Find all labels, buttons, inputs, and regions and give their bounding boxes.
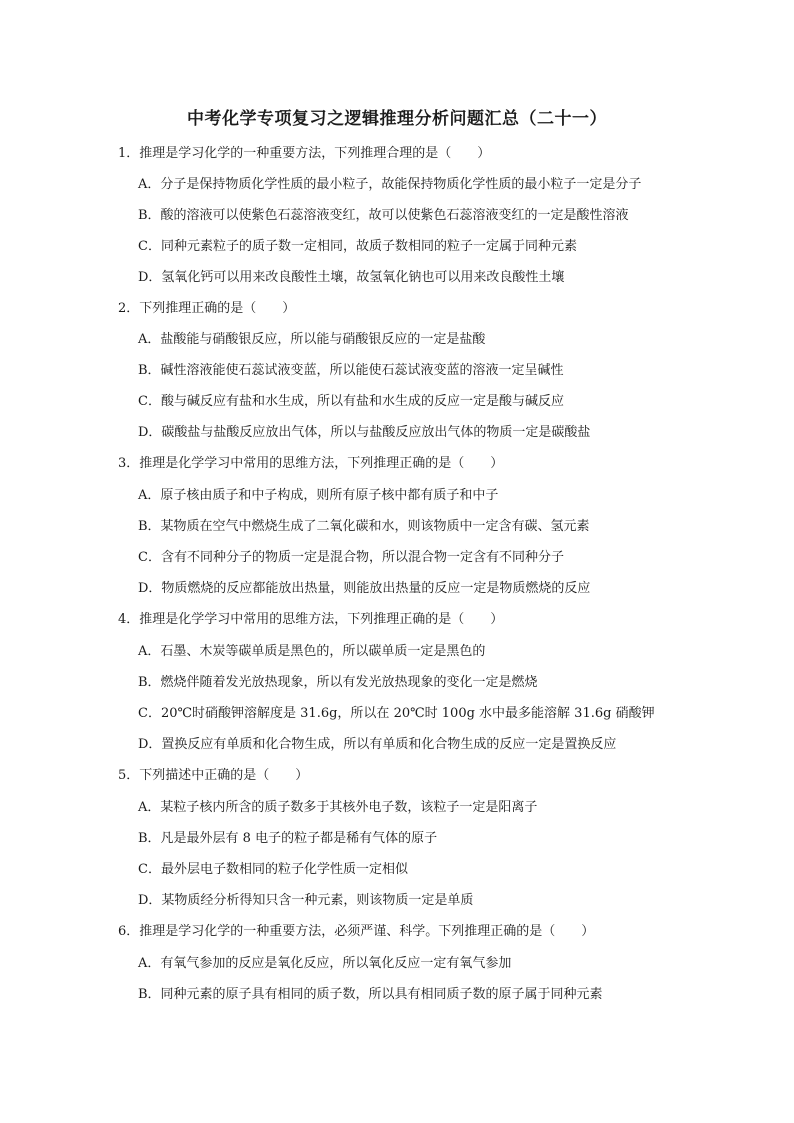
question-2-option-c: C．酸与碱反应有盐和水生成，所以有盐和水生成的反应一定是酸与碱反应: [138, 394, 564, 409]
question-3-option-a: A．原子核由质子和中子构成，则所有原子核中都有质子和中子: [138, 488, 499, 503]
question-1-option-b: B．酸的溶液可以使紫色石蕊溶液变红，故可以使紫色石蕊溶液变红的一定是酸性溶液: [138, 208, 629, 223]
question-4-option-d: D．置换反应有单质和化合物生成，所以有单质和化合物生成的反应一定是置换反应: [138, 737, 617, 752]
question-5-option-d: D．某物质经分析得知只含一种元素，则该物质一定是单质: [138, 893, 474, 908]
question-3-stem: 3．推理是化学学习中常用的思维方法，下列推理正确的是（ ）: [118, 456, 504, 471]
question-3-option-d: D．物质燃烧的反应都能放出热量，则能放出热量的反应一定是物质燃烧的反应: [138, 581, 591, 596]
question-3-option-b: B．某物质在空气中燃烧生成了二氧化碳和水，则该物质中一定含有碳、氢元素: [138, 519, 590, 534]
question-3-option-c: C．含有不同种分子的物质一定是混合物，所以混合物一定含有不同种分子: [138, 550, 564, 565]
question-5-stem: 5．下列描述中正确的是（ ）: [118, 768, 309, 783]
question-2-option-a: A．盐酸能与硝酸银反应，所以能与硝酸银反应的一定是盐酸: [138, 332, 486, 347]
question-1-stem: 1．推理是学习化学的一种重要方法，下列推理合理的是（ ）: [118, 146, 491, 161]
question-1-option-a: A．分子是保持物质化学性质的最小粒子，故能保持物质化学性质的最小粒子一定是分子: [138, 177, 642, 192]
question-4-option-b: B．燃烧伴随着发光放热现象，所以有发光放热现象的变化一定是燃烧: [138, 675, 538, 690]
question-5-option-b: B．凡是最外层有 8 电子的粒子都是稀有气体的原子: [138, 831, 438, 846]
question-6-option-a: A．有氧气参加的反应是氧化反应，所以氧化反应一定有氧气参加: [138, 956, 512, 971]
question-6-stem: 6．推理是学习化学的一种重要方法，必须严谨、科学。下列推理正确的是（ ）: [118, 924, 595, 939]
question-6-option-b: B．同种元素的原子具有相同的质子数，所以具有相同质子数的原子属于同种元素: [138, 987, 603, 1002]
question-4-stem: 4．推理是化学学习中常用的思维方法，下列推理正确的是（ ）: [118, 612, 504, 627]
question-5-option-a: A．某粒子核内所含的质子数多于其核外电子数，该粒子一定是阳离子: [138, 800, 538, 815]
question-4-option-a: A．石墨、木炭等碳单质是黑色的，所以碳单质一定是黑色的: [138, 644, 486, 659]
question-5-option-c: C．最外层电子数相同的粒子化学性质一定相似: [138, 862, 408, 877]
question-2-option-b: B．碱性溶液能使石蕊试液变蓝，所以能使石蕊试液变蓝的溶液一定呈碱性: [138, 363, 564, 378]
question-1-option-d: D．氢氧化钙可以用来改良酸性土壤，故氢氧化钠也可以用来改良酸性土壤: [138, 270, 565, 285]
question-1-option-c: C．同种元素粒子的质子数一定相同，故质子数相同的粒子一定属于同种元素: [138, 239, 577, 254]
question-2-stem: 2．下列推理正确的是（ ）: [118, 301, 296, 316]
question-4-option-c: C．20℃时硝酸钾溶解度是 31.6g，所以在 20℃时 100g 水中最多能溶解 31.6g 硝酸钾: [138, 706, 655, 721]
document-title: 中考化学专项复习之逻辑推理分析问题汇总（二十一）: [187, 109, 607, 129]
question-2-option-d: D．碳酸盐与盐酸反应放出气体，所以与盐酸反应放出气体的物质一定是碳酸盐: [138, 425, 591, 440]
